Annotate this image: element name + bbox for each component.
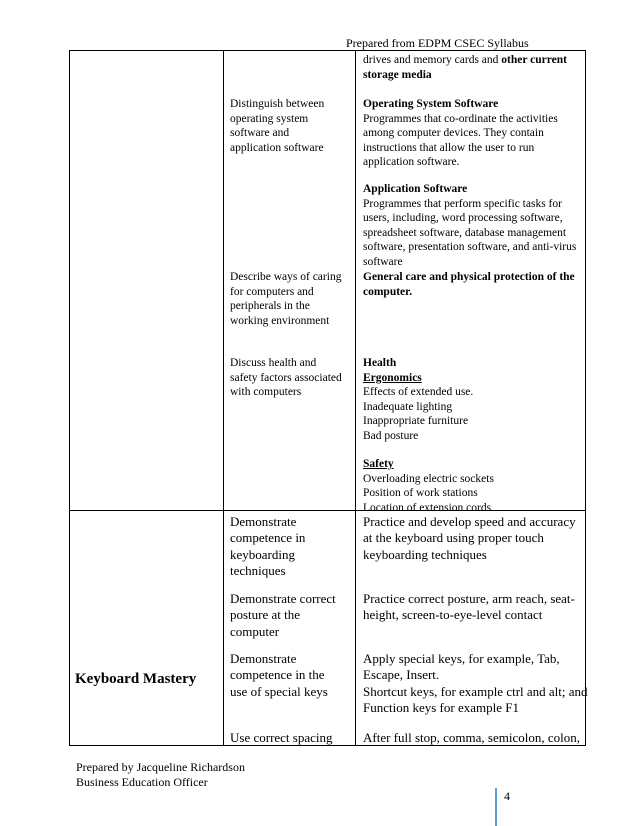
kb-content-spacing: After full stop, comma, semicolon, colon, — [363, 730, 580, 745]
ergonomics-title: Ergonomics — [363, 371, 422, 384]
column-divider-1 — [223, 51, 224, 745]
keyboard-mastery-title: Keyboard Mastery — [75, 671, 197, 687]
care-content: General care and physical protection of the computer. — [363, 271, 575, 298]
storage-media-text: drives and memory cards and other current storage media — [363, 54, 567, 81]
os-software-title: Operating System Software — [363, 98, 499, 110]
objective-distinguish-software: Distinguish between operating system software and application software — [230, 98, 325, 154]
page-header: Prepared from EDPM CSEC Syllabus — [346, 36, 529, 50]
objective-health-safety: Discuss health and safety factors associated with computers — [230, 357, 342, 399]
kb-content-keyboarding: Practice and develop speed and accuracy at the keyboard using proper touch keyboarding techniques — [363, 514, 576, 562]
kb-objective-posture: Demonstrate correct posture at the computer — [230, 591, 336, 639]
kb-objective-special-keys: Demonstrate competence in the use of special keys — [230, 651, 328, 699]
page-footer: Prepared by Jacqueline Richardson Business Education Officer — [76, 760, 245, 789]
os-software-content: Operating System Software Programmes that co-ordinate the activities among computer devices. They contain instructions that allow the user to run application software. — [363, 98, 558, 169]
health-title: Health — [363, 357, 397, 369]
application-software-content: Application Software Programmes that perform specific tasks for users, including, word processing software, spreadsheet software, database management software, presentation software, and anti-virus software — [363, 183, 577, 268]
row-divider — [70, 510, 585, 511]
kb-objective-spacing: Use correct spacing — [230, 730, 333, 745]
kb-content-special-keys: Apply special keys, for example, Tab, Escape, Insert. Shortcut keys, for example ctrl and alt; and Function keys for example F1 — [363, 651, 588, 716]
page-number-bar — [495, 788, 497, 826]
application-software-title: Application Software — [363, 183, 468, 195]
safety-content: Safety Overloading electric sockets Position of work stations Location of extension cords — [363, 458, 494, 514]
safety-title: Safety — [363, 458, 394, 470]
syllabus-table — [69, 50, 586, 746]
kb-content-posture: Practice correct posture, arm reach, seat- height, screen-to-eye-level contact — [363, 591, 575, 623]
health-content: Health Ergonomics Effects of extended use. Inadequate lighting Inappropriate furniture Bad posture — [363, 357, 474, 442]
objective-caring-computers: Describe ways of caring for computers and peripherals in the working environment — [230, 271, 342, 327]
page-number: 4 — [504, 789, 510, 803]
kb-objective-keyboarding: Demonstrate competence in keyboarding techniques — [230, 514, 306, 579]
column-divider-2 — [355, 51, 356, 745]
